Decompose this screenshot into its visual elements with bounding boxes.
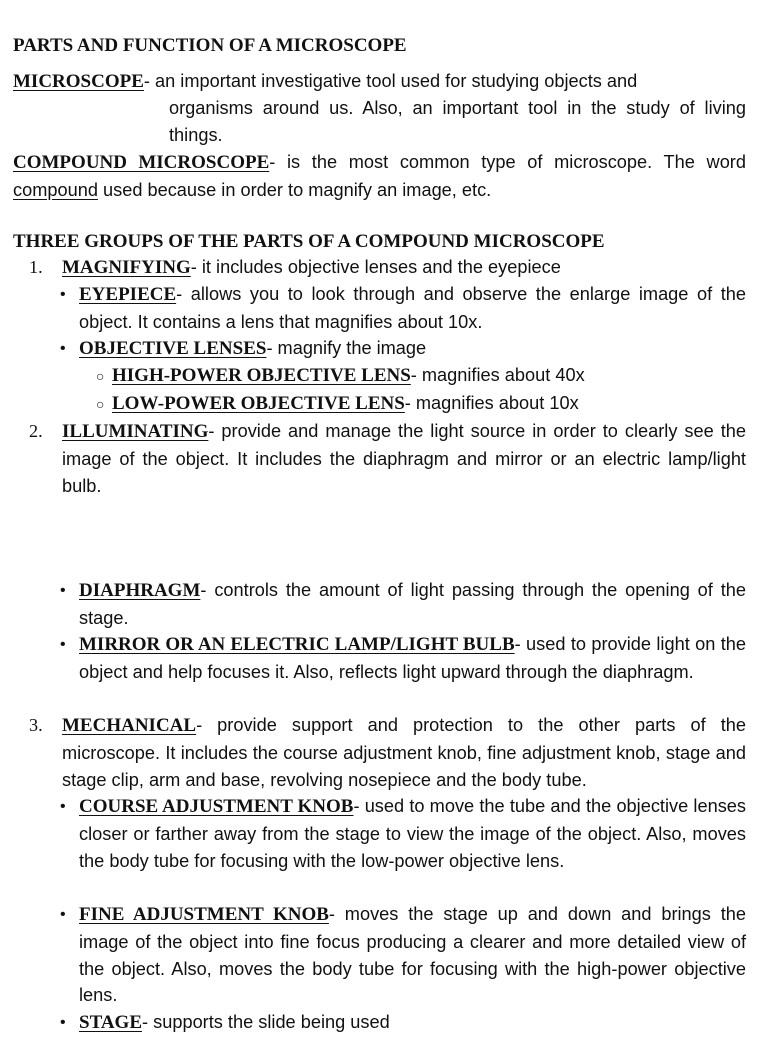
eyepiece-item: EYEPIECE- allows you to look through and observe the enlarge image of the object. It contains a lens that magnifies about 10x. bbox=[79, 284, 746, 332]
coarse-adjustment-item: COURSE ADJUSTMENT KNOB- used to move the tube and the objective lenses closer or farther away from the stage to view the image of the object. Also, moves the body tube for focusing with the low-power objective lens. bbox=[79, 796, 746, 871]
stage-term: STAGE bbox=[79, 1012, 143, 1033]
compound-microscope-definition: COMPOUND MICROSCOPE- is the most common type of microscope. The word compound used because in order to magnify an image, etc. bbox=[13, 152, 746, 200]
document-title: PARTS AND FUNCTION OF A MICROSCOPE bbox=[13, 35, 407, 56]
coarse-adjustment-term: COURSE ADJUSTMENT KNOB bbox=[79, 796, 354, 817]
compound-word: compound bbox=[13, 179, 98, 200]
eyepiece-term: EYEPIECE bbox=[79, 284, 177, 305]
sub-bullet-icon: ○ bbox=[96, 368, 105, 384]
objective-lenses-term: OBJECTIVE LENSES bbox=[79, 338, 267, 359]
list-number-3: 3. bbox=[29, 715, 43, 735]
diaphragm-term: DIAPHRAGM bbox=[79, 580, 201, 601]
microscope-definition-continued: organisms around us. Also, an important tool in the study of living things. bbox=[169, 98, 746, 145]
mechanical-term: MECHANICAL bbox=[62, 715, 197, 736]
bullet-icon: • bbox=[60, 582, 66, 599]
group-illuminating: ILLUMINATING- provide and manage the light source in order to clearly see the image of the object. It includes the diaphragm and mirror or an electric lamp/light bulb. bbox=[62, 421, 746, 496]
group-magnifying: MAGNIFYING- it includes objective lenses and the eyepiece bbox=[62, 257, 561, 278]
fine-adjustment-term: FINE ADJUSTMENT KNOB bbox=[79, 904, 329, 925]
bullet-icon: • bbox=[60, 636, 66, 653]
diaphragm-item: DIAPHRAGM- controls the amount of light passing through the opening of the stage. bbox=[79, 580, 746, 628]
groups-heading: THREE GROUPS OF THE PARTS OF A COMPOUND MICROSCOPE bbox=[13, 231, 605, 252]
list-number-2: 2. bbox=[29, 421, 43, 441]
illuminating-term: ILLUMINATING bbox=[62, 421, 209, 442]
high-power-lens-item: HIGH-POWER OBJECTIVE LENS- magnifies about 40x bbox=[112, 365, 585, 386]
bullet-icon: • bbox=[60, 340, 66, 357]
low-power-lens-item: LOW-POWER OBJECTIVE LENS- magnifies about 10x bbox=[112, 393, 579, 414]
mirror-lamp-item: MIRROR OR AN ELECTRIC LAMP/LIGHT BULB- used to provide light on the object and help focuses it. Also, reflects light upward through the diaphragm. bbox=[79, 634, 746, 682]
mirror-lamp-term: MIRROR OR AN ELECTRIC LAMP/LIGHT BULB bbox=[79, 634, 515, 655]
sub-bullet-icon: ○ bbox=[96, 396, 105, 412]
group-mechanical: MECHANICAL- provide support and protection to the other parts of the microscope. It includes the course adjustment knob, fine adjustment knob, stage and stage clip, arm and base, revolving nosepiece and the body tube. bbox=[62, 715, 746, 790]
microscope-definition-line1 bbox=[13, 68, 746, 96]
bullet-icon: • bbox=[60, 798, 66, 815]
objective-lenses-item: OBJECTIVE LENSES- magnify the image bbox=[79, 338, 427, 359]
fine-adjustment-item: FINE ADJUSTMENT KNOB- moves the stage up and down and brings the image of the object into fine focus producing a clearer and more detailed view of the object. Also, moves the body tube for focusing with the high-power objective lens. bbox=[79, 904, 746, 1006]
magnifying-term: MAGNIFYING bbox=[62, 257, 191, 278]
bullet-icon: • bbox=[60, 1014, 66, 1031]
low-power-lens-term: LOW-POWER OBJECTIVE LENS bbox=[112, 393, 405, 414]
compound-microscope-term: COMPOUND MICROSCOPE bbox=[13, 152, 270, 173]
list-number-1: 1. bbox=[29, 257, 43, 277]
high-power-lens-term: HIGH-POWER OBJECTIVE LENS bbox=[112, 365, 411, 386]
microscope-definition-text: - an important investigative tool used for studying objects and bbox=[143, 71, 638, 91]
stage-item: STAGE- supports the slide being used bbox=[79, 1012, 390, 1033]
microscope-term: MICROSCOPE bbox=[13, 71, 144, 92]
bullet-icon: • bbox=[60, 286, 66, 303]
bullet-icon: • bbox=[60, 906, 66, 923]
